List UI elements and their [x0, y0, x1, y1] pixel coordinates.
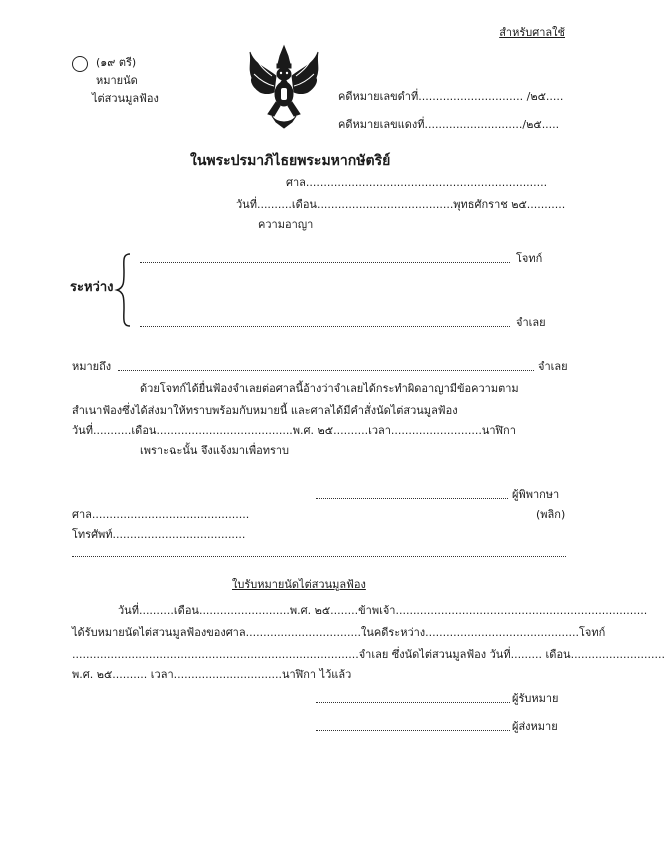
summons-to-fill-line[interactable]	[118, 370, 534, 371]
between-label: ระหว่าง	[70, 280, 114, 295]
hearing-date-line: วันที่...........เดือน.......................................พ.ศ. ๒๕..........เวลา..........................นาฬิกา	[72, 424, 516, 437]
summons-to-role: จำเลย	[538, 360, 568, 373]
receipt-title: ใบรับหมายนัดไต่สวนมูลฟ้อง	[232, 578, 366, 591]
defendant-label: จำเลย	[516, 316, 546, 329]
closing-statement: เพราะฉะนั้น จึงแจ้งมาเพื่อทราบ	[140, 444, 290, 457]
form-number: (๑๙ ตรี)	[96, 56, 137, 69]
summons-to-label: หมายถึง	[72, 360, 112, 373]
receipt-line1: วันที่..........เดือน..........................พ.ศ. ๒๕........ข้าพเจ้า........................................................................	[118, 604, 648, 617]
case-type: ความอาญา	[258, 218, 314, 231]
sender-label: ผู้ส่งหมาย	[512, 720, 558, 733]
form-name-line2: ไต่สวนมูลฟ้อง	[92, 92, 159, 105]
radio-circle-icon[interactable]	[72, 56, 88, 72]
judge-label: ผู้พิพากษา	[512, 488, 560, 501]
sender-signature-line[interactable]	[316, 730, 510, 731]
court-name-line: ศาล.....................................................................	[286, 176, 548, 189]
summons-body-line2: สำเนาฟ้องซึ่งได้ส่งมาให้ทราบพร้อมกับหมายนี้ และศาลได้มีคำสั่งนัดไต่สวนมูลฟ้อง	[72, 404, 458, 417]
plaintiff-fill-line[interactable]	[140, 262, 510, 263]
court-line: ศาล.............................................	[72, 508, 250, 521]
page-title: ในพระปรมาภิไธยพระมหากษัตริย์	[190, 153, 391, 169]
defendant-fill-line[interactable]	[140, 326, 510, 327]
form-name-line1: หมายนัด	[96, 74, 138, 87]
black-case-number: คดีหมายเลขดำที่.............................. /๒๕.....	[338, 90, 564, 103]
curly-brace-icon	[114, 252, 134, 328]
receiver-label: ผู้รับหมาย	[512, 692, 559, 705]
summons-body-line1: ด้วยโจทก์ได้ยื่นฟ้องจำเลยต่อศาลนี้อ้างว่าจำเลยได้กระทำผิดอาญามีข้อความตาม	[140, 382, 519, 395]
garuda-emblem-icon	[246, 44, 322, 130]
phone-line: โทรศัพท์......................................	[72, 528, 246, 541]
section-divider	[72, 556, 566, 557]
date-line: วันที่..........เดือน.......................................พุทธศักราช ๒๕...........	[236, 198, 566, 211]
turn-over-note: (พลิก)	[536, 508, 566, 521]
receipt-line3: ..................................................................................จำเลย ซึ่งนัดไต่สวนมูลฟ้อง วันที่......... เดือน...........................	[72, 648, 665, 661]
plaintiff-label: โจทก์	[516, 252, 543, 265]
court-use-label: สำหรับศาลใช้	[499, 26, 565, 39]
receipt-line2: ได้รับหมายนัดไต่สวนมูลฟ้องของศาล.................................ในคดีระหว่าง............................................โจทก์	[72, 626, 606, 639]
red-case-number: คดีหมายเลขแดงที่............................/๒๕.....	[338, 118, 560, 131]
judge-signature-line[interactable]	[316, 498, 508, 499]
receiver-signature-line[interactable]	[316, 702, 510, 703]
receipt-line4: พ.ศ. ๒๕.......... เวลา...............................นาฬิกา ไว้แล้ว	[72, 668, 352, 681]
